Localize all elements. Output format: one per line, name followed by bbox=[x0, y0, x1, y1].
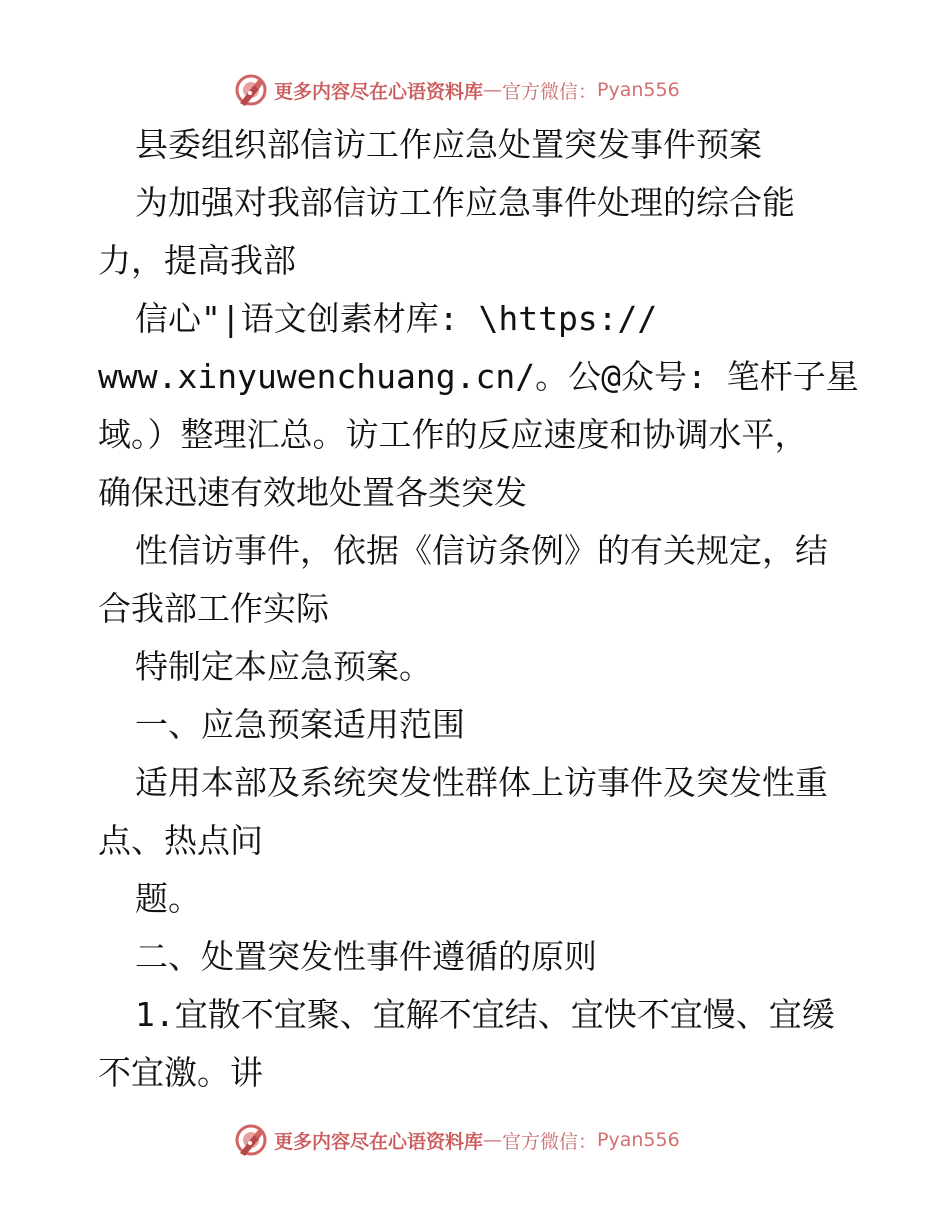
wechat-label: 官方微信： bbox=[502, 1130, 598, 1153]
paragraph-line: 为加强对我部信访工作应急事件处理的综合能 bbox=[135, 183, 795, 222]
paragraph-line: 性信访事件，依据《信访条例》的有关规定，结 bbox=[135, 531, 828, 570]
pen-logo-icon bbox=[234, 73, 268, 107]
banner-dash: — bbox=[483, 79, 503, 101]
paragraph-line: 合我部工作实际 bbox=[98, 589, 329, 628]
section-heading: 一、应急预案适用范围 bbox=[135, 705, 465, 744]
section-heading: 二、处置突发性事件遵循的原则 bbox=[135, 937, 597, 976]
paragraph-line: 域。）整理汇总。访工作的反应速度和协调水平， bbox=[98, 415, 808, 454]
paragraph-line: 题。 bbox=[135, 879, 201, 918]
paragraph-line: 点、热点问 bbox=[98, 821, 263, 860]
wechat-id: Pyan556 bbox=[597, 79, 680, 101]
paragraph-line: 不宜激。讲 bbox=[98, 1053, 263, 1092]
library-name: 更多内容尽在心语资料库 bbox=[274, 80, 484, 103]
header-banner bbox=[234, 72, 680, 108]
paragraph-line: 特制定本应急预案。 bbox=[135, 647, 432, 686]
wechat-label: 官方微信： bbox=[502, 80, 598, 103]
footer-banner bbox=[234, 1122, 680, 1158]
paragraph-line: 力，提高我部 bbox=[98, 241, 296, 280]
document-body bbox=[98, 116, 858, 1102]
library-name: 更多内容尽在心语资料库 bbox=[274, 1130, 484, 1153]
paragraph-line: 适用本部及系统突发性群体上访事件及突发性重 bbox=[135, 763, 828, 802]
document-title: 县委组织部信访工作应急处置突发事件预案 bbox=[135, 125, 762, 164]
banner-dash: — bbox=[483, 1129, 503, 1151]
paragraph-line: www.xinyuwenchuang.cn/。公@众号: 笔杆子星 bbox=[98, 357, 859, 396]
paragraph-line: 确保迅速有效地处置各类突发 bbox=[98, 473, 527, 512]
pen-logo-icon bbox=[234, 1123, 268, 1157]
paragraph-line: 信心"|语文创素材库: \https:// bbox=[135, 299, 658, 338]
wechat-id: Pyan556 bbox=[597, 1129, 680, 1151]
paragraph-line: 1.宜散不宜聚、宜解不宜结、宜快不宜慢、宜缓 bbox=[135, 995, 835, 1034]
